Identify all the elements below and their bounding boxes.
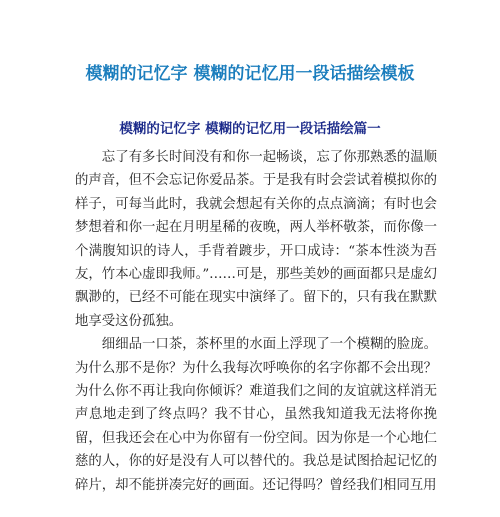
document-title: 模糊的记忆字 模糊的记忆用一段话描绘模板	[85, 64, 415, 84]
paragraph: 细细品一口茶，茶杯里的水面上浮现了一个模糊的脸庞。为什么那不是你？为什么我每次呼唤你的名字你都不会出现？为什么你不再让我向你倾诉？难道我们之间的友谊就这样消无声息地走到了终点吗？我不甘心，虽然我知道我无法将你挽留，但我还会在心中为你留有一份空间。因为你是一个心地仁慈的人，你的好是没有人可以替代的。我总是试图拾起记忆的碎片，却不能拼凑完好的画面。还记得吗？曾经我们相同互用	[75, 337, 437, 493]
article-body	[75, 146, 437, 497]
section-heading: 模糊的记忆字 模糊的记忆用一段话描绘篇一	[119, 121, 381, 137]
paragraph: 忘了有多长时间没有和你一起畅谈，忘了你那熟悉的温顺的声音，但不会忘记你爱品茶。于是我有时会尝试着模拟你的样子，可每当此时，我就会想起有关你的点点滴滴；有时也会梦想着和你一起在月明星稀的夜晚，两人举杯敬茶，而你像一个满腹知识的诗人，手背着踱步，开口成诗：“茶本性淡为吾友，竹本心虚即我师。”……可是，那些美妙的画面都只是虚幻飘渺的，已经不可能在现实中演绎了。留下的，只有我在默默地享受这份孤独。	[75, 150, 437, 329]
